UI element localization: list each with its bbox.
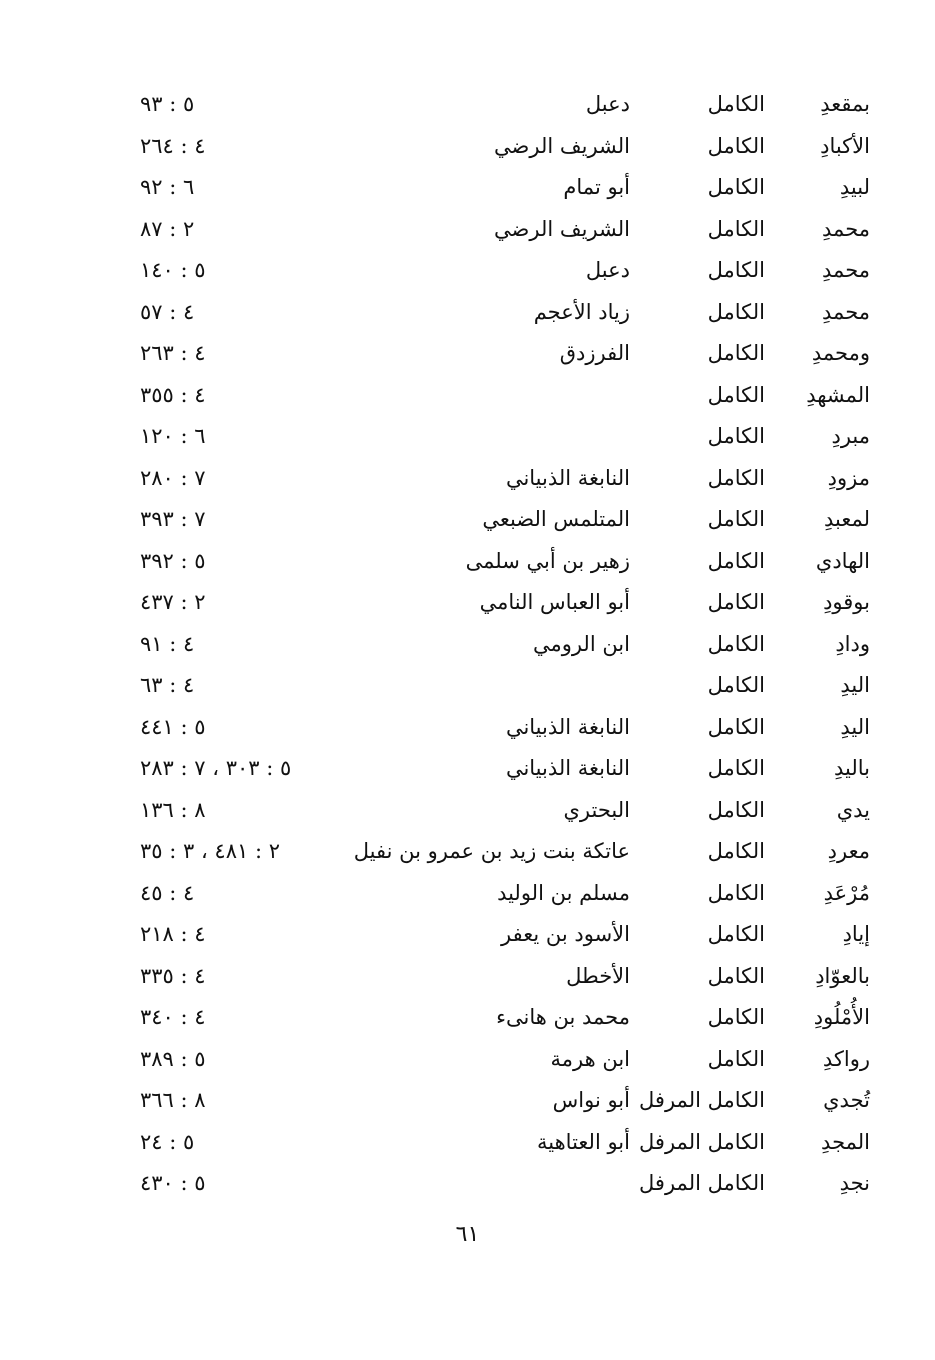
meter-name: الكامل [707, 175, 765, 199]
volume-page-reference: ٤ : ٢٦٣ [140, 341, 206, 365]
meter-name: الكامل [707, 963, 765, 988]
volume-page-reference: ٤ : ٥٧ [140, 299, 195, 324]
poet-name: الأخطل [566, 963, 630, 988]
volume-page-reference: ٤ : ٢١٨ [140, 922, 206, 946]
index-row [140, 167, 870, 209]
poet-name: الشريف الرضي [494, 216, 630, 241]
page-number: ٦١ [455, 1222, 480, 1247]
index-row [140, 333, 870, 375]
index-row [140, 790, 870, 832]
volume-page-reference: ٤ : ٣٤٠ [140, 1005, 206, 1029]
volume-page-reference: ٥ : ٣٠٣ ، ٧ : ٢٨٣ [140, 756, 292, 780]
meter-name: الكامل [707, 507, 765, 531]
rhyme-word: اليدِ [840, 673, 870, 697]
rhyme-word: بمقعدِ [820, 92, 870, 116]
index-row [140, 956, 870, 998]
index-row [140, 914, 870, 956]
volume-page-reference: ٢ : ٤٣٧ [140, 590, 206, 614]
volume-page-reference: ٤ : ٦٣ [140, 673, 195, 697]
meter-name: الكامل [707, 714, 765, 739]
volume-page-reference: ٨ : ٣٦٦ [140, 1088, 206, 1112]
index-row [140, 416, 870, 458]
index-row [140, 84, 870, 126]
meter-name: الكامل المرفل [639, 1171, 765, 1195]
volume-page-reference: ٦ : ٩٢ [140, 175, 195, 199]
poet-name: أبو نواس [552, 1088, 630, 1112]
rhyme-word: بوقودِ [823, 590, 870, 614]
poet-name: الأسود بن يعفر [501, 922, 630, 946]
meter-name: الكامل [707, 797, 765, 822]
rhyme-word: الأكبادِ [820, 133, 870, 158]
rhyme-word: الأُمْلُودِ [813, 1005, 870, 1029]
volume-page-reference: ٨ : ١٣٦ [140, 797, 206, 822]
poet-name: الشريف الرضي [494, 133, 630, 158]
volume-page-reference: ٦ : ١٢٠ [140, 424, 206, 448]
volume-page-reference: ٧ : ٣٩٣ [140, 507, 206, 531]
rhyme-word: اليدِ [840, 714, 870, 739]
volume-page-reference: ٥ : ٣٩٢ [140, 548, 206, 573]
index-row [140, 1080, 870, 1122]
poet-name: أبو العباس النامي [479, 590, 630, 614]
poet-name: المتلمس الضبعي [482, 507, 630, 531]
poet-name: النابغة الذبياني [505, 465, 630, 490]
volume-page-reference: ٥ : ٢٤ [140, 1129, 195, 1154]
volume-page-reference: ٤ : ٤٥ [140, 880, 195, 905]
rhyme-word: المجدِ [821, 1129, 870, 1154]
index-row [140, 458, 870, 500]
poet-name: مسلم بن الوليد [497, 880, 630, 905]
index-row [140, 1039, 870, 1081]
poet-name: محمد بن هانىء [496, 1005, 630, 1029]
rhyme-word: معردِ [827, 839, 870, 863]
meter-name: الكامل [707, 880, 765, 905]
rhyme-word: محمدِ [822, 299, 870, 324]
poet-name: الفرزدق [559, 341, 630, 365]
volume-page-reference: ٤ : ٣٥٥ [140, 382, 206, 407]
rhyme-word: تُجدي [823, 1088, 870, 1112]
index-row [140, 1163, 870, 1205]
meter-name: الكامل [707, 424, 765, 448]
index-row [140, 1122, 870, 1164]
meter-name: الكامل [707, 216, 765, 241]
volume-page-reference: ٤ : ٢٦٤ [140, 133, 206, 158]
rhyme-word: المشهدِ [806, 382, 870, 407]
poet-name: دعبل [585, 258, 630, 282]
poet-name: دعبل [585, 92, 630, 116]
volume-page-reference: ٤ : ٩١ [140, 631, 195, 656]
index-row [140, 748, 870, 790]
volume-page-reference: ٤ : ٣٣٥ [140, 963, 206, 988]
rhyme-word: محمدِ [822, 258, 870, 282]
rhyme-word: رواكدِ [822, 1046, 870, 1071]
index-row [140, 582, 870, 624]
index-row [140, 209, 870, 251]
meter-name: الكامل [707, 133, 765, 158]
meter-name: الكامل [707, 922, 765, 946]
index-row [140, 624, 870, 666]
meter-name: الكامل [707, 631, 765, 656]
meter-name: الكامل [707, 548, 765, 573]
index-row [140, 665, 870, 707]
volume-page-reference: ٥ : ١٤٠ [140, 258, 206, 282]
meter-name: الكامل المرفل [639, 1088, 765, 1112]
poet-name: النابغة الذبياني [505, 714, 630, 739]
index-row [140, 831, 870, 873]
rhyme-word: إيادِ [842, 922, 870, 946]
index-row [140, 292, 870, 334]
volume-page-reference: ٥ : ٤٣٠ [140, 1171, 206, 1195]
rhyme-index-table [140, 84, 870, 1205]
index-row [140, 873, 870, 915]
poet-name: البحتري [563, 797, 630, 822]
rhyme-word: بالعوّادِ [815, 963, 870, 988]
meter-name: الكامل [707, 382, 765, 407]
rhyme-word: باليدِ [833, 756, 870, 780]
rhyme-word: ودادِ [835, 631, 870, 656]
rhyme-word: ومحمدِ [811, 341, 870, 365]
meter-name: الكامل المرفل [639, 1129, 765, 1154]
index-row [140, 707, 870, 749]
meter-name: الكامل [707, 299, 765, 324]
rhyme-word: يدي [836, 797, 870, 822]
meter-name: الكامل [707, 1005, 765, 1029]
meter-name: الكامل [707, 590, 765, 614]
volume-page-reference: ٥ : ٤٤١ [140, 714, 206, 739]
rhyme-word: الهادي [815, 548, 870, 573]
poet-name: زهير بن أبي سلمى [465, 548, 630, 573]
rhyme-word: مُرْعَدِ [823, 880, 870, 905]
poet-name: النابغة الذبياني [505, 756, 630, 780]
rhyme-word: لبيدِ [839, 175, 870, 199]
volume-page-reference: ٢ : ٨٧ [140, 216, 195, 241]
poet-name: عاتكة بنت زيد بن عمرو بن نفيل [353, 839, 630, 863]
index-row [140, 375, 870, 417]
meter-name: الكامل [707, 92, 765, 116]
rhyme-word: مبردِ [831, 424, 870, 448]
rhyme-word: لمعبدِ [823, 507, 870, 531]
poet-name: زياد الأعجم [533, 299, 630, 324]
volume-page-reference: ٢ : ٤٨١ ، ٣ : ٣٥ [140, 839, 280, 863]
meter-name: الكامل [707, 756, 765, 780]
index-row [140, 126, 870, 168]
poet-name: ابن هرمة [550, 1046, 630, 1071]
index-row [140, 541, 870, 583]
meter-name: الكامل [707, 341, 765, 365]
rhyme-word: نجدِ [839, 1171, 870, 1195]
index-row [140, 499, 870, 541]
rhyme-word: محمدِ [822, 216, 870, 241]
meter-name: الكامل [707, 839, 765, 863]
poet-name: أبو تمام [563, 175, 630, 199]
meter-name: الكامل [707, 258, 765, 282]
index-row [140, 997, 870, 1039]
poet-name: أبو العتاهية [537, 1129, 630, 1154]
index-row [140, 250, 870, 292]
poet-name: ابن الرومي [532, 631, 630, 656]
volume-page-reference: ٥ : ٩٣ [140, 92, 195, 116]
volume-page-reference: ٥ : ٣٨٩ [140, 1046, 206, 1071]
volume-page-reference: ٧ : ٢٨٠ [140, 465, 206, 490]
meter-name: الكامل [707, 465, 765, 490]
rhyme-word: مزودِ [827, 465, 870, 490]
meter-name: الكامل [707, 673, 765, 697]
meter-name: الكامل [707, 1046, 765, 1071]
